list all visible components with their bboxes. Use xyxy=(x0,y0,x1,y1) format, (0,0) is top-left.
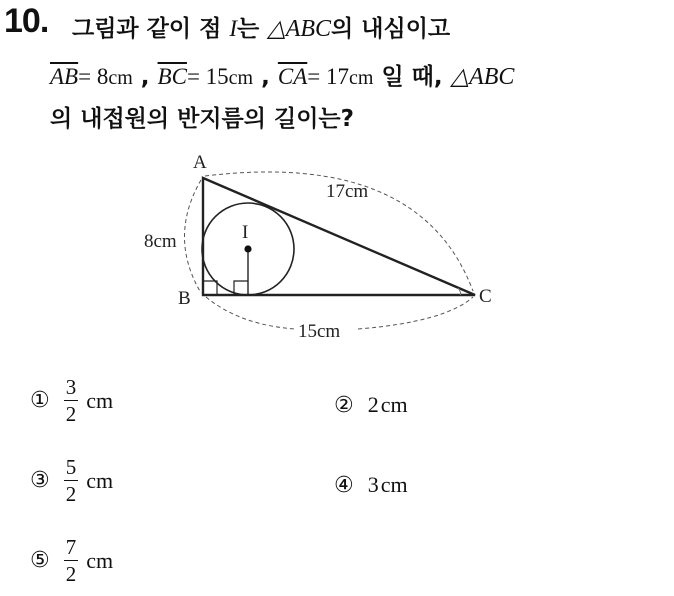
vertex-c-label: C xyxy=(479,286,492,307)
side-ab-length-label: 8cm xyxy=(144,231,177,252)
choice-4[interactable] xyxy=(334,472,408,498)
question-line-1 xyxy=(72,10,450,43)
choice-unit: cm xyxy=(380,472,408,497)
dashed-arc-bc-left xyxy=(206,297,295,329)
dashed-arc-ab xyxy=(185,180,202,293)
separator: , xyxy=(253,64,278,90)
triangle-name: △ABC xyxy=(267,16,332,42)
fraction-denominator: 2 xyxy=(65,482,77,507)
fraction-numerator: 7 xyxy=(64,536,79,561)
unit: cm xyxy=(108,67,133,89)
choice-value: 2 xyxy=(367,392,379,417)
segment-ca-label: $\overline{CA}$ xyxy=(277,64,308,89)
triangle-figure xyxy=(130,140,510,350)
triangle-name: △ABC xyxy=(450,64,515,90)
question-line-2 xyxy=(50,58,514,91)
choice-marker: ③ xyxy=(30,468,50,494)
choice-5[interactable] xyxy=(30,536,113,585)
choice-1[interactable] xyxy=(30,376,113,425)
incenter-dot xyxy=(244,245,251,252)
choice-marker: ② xyxy=(334,392,354,418)
choice-unit: cm xyxy=(86,387,114,413)
choice-3[interactable] xyxy=(30,456,113,505)
segment-ca-value: = 17 xyxy=(307,64,349,89)
fraction-numerator: 3 xyxy=(64,376,79,401)
choice-unit: cm xyxy=(86,467,114,493)
segment-bc-value: = 15 xyxy=(186,64,229,89)
choice-marker: ① xyxy=(30,388,50,414)
question-text: 의 내심이고 xyxy=(331,16,451,42)
fraction-numerator: 5 xyxy=(64,456,79,481)
separator: , xyxy=(132,64,158,90)
incenter-point: I xyxy=(229,16,238,41)
fraction-denominator: 2 xyxy=(65,402,77,427)
incenter-label: I xyxy=(242,222,249,243)
choice-marker: ⑤ xyxy=(30,548,50,574)
question-line-3: 의 내접원의 반지름의 길이는? xyxy=(50,106,354,132)
choice-value: 3 xyxy=(367,472,379,497)
question-number: 10. xyxy=(4,2,49,40)
segment-bc-label: $\overline{BC}$ xyxy=(157,64,187,89)
segment-ab-label: $\overline{AB}$ xyxy=(50,64,79,89)
vertex-b-label: B xyxy=(178,288,191,309)
dashed-arc-bc-right xyxy=(358,297,473,329)
choice-unit: cm xyxy=(380,392,408,417)
right-angle-mark-b xyxy=(203,281,217,295)
unit: cm xyxy=(228,67,254,89)
side-bc-length-label: 15cm xyxy=(298,321,341,342)
choice-marker: ④ xyxy=(334,472,354,498)
side-ca-length-label: 17cm xyxy=(326,181,369,202)
fraction xyxy=(64,376,79,425)
unit: cm xyxy=(349,67,374,89)
vertex-a-label: A xyxy=(193,152,207,173)
question-text: 일 때, xyxy=(373,64,451,90)
choice-unit: cm xyxy=(86,547,114,573)
fraction xyxy=(64,456,79,505)
fraction xyxy=(64,536,79,585)
segment-ab-value: = 8 xyxy=(78,64,109,89)
question-text: 그림과 같이 점 xyxy=(72,16,230,42)
fraction-denominator: 2 xyxy=(65,562,77,587)
question-text: 는 xyxy=(237,16,268,42)
choice-2[interactable] xyxy=(334,392,408,418)
